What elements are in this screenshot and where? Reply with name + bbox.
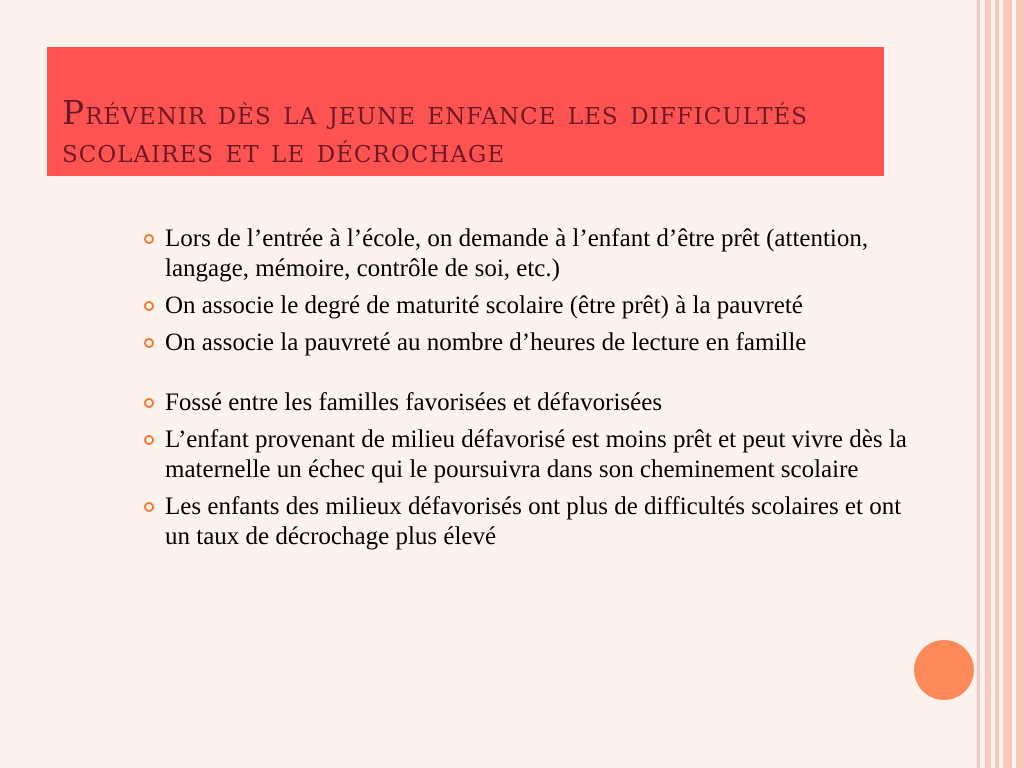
- bullet-item: [143, 328, 913, 358]
- decorative-stripe: [985, 0, 991, 768]
- decorative-stripe: [977, 0, 980, 768]
- bullet-item: [143, 388, 913, 418]
- decorative-stripe: [995, 0, 999, 768]
- ring-bullet-icon: [144, 502, 154, 512]
- ring-bullet-icon: [144, 435, 154, 445]
- bullet-text: Fossé entre les familles favorisées et défavorisées: [165, 389, 663, 416]
- decorative-circle: [914, 640, 974, 700]
- ring-bullet-icon: [144, 301, 154, 311]
- bullet-item: [143, 492, 913, 552]
- bullet-item: [143, 291, 913, 321]
- bullet-item: [143, 224, 913, 284]
- ring-bullet-icon: [144, 234, 154, 244]
- bullet-text: Lors de l’entrée à l’école, on demande à l’enfant d’être prêt (attention, langage, mémoire, contrôle de soi, etc.): [165, 225, 869, 282]
- bullet-list: [143, 224, 913, 559]
- decorative-stripe: [1016, 0, 1024, 768]
- bullet-item: [143, 425, 913, 485]
- slide-title: Prévenir dès la jeune enfance les difficultés scolaires et le décrochage: [62, 93, 808, 170]
- ring-bullet-icon: [144, 398, 154, 408]
- decorative-stripe: [1003, 0, 1012, 768]
- bullet-text: On associe le degré de maturité scolaire (être prêt) à la pauvreté: [165, 292, 803, 319]
- ring-bullet-icon: [144, 338, 154, 348]
- bullet-text: L’enfant provenant de milieu défavorisé est moins prêt et peut vivre dès la maternelle un échec qui le poursuivra dans son cheminement scolaire: [165, 426, 907, 483]
- bullet-text: Les enfants des milieux défavorisés ont plus de difficultés scolaires et ont un taux de décrochage plus élevé: [165, 493, 902, 550]
- bullet-text: On associe la pauvreté au nombre d’heures de lecture en famille: [165, 329, 807, 356]
